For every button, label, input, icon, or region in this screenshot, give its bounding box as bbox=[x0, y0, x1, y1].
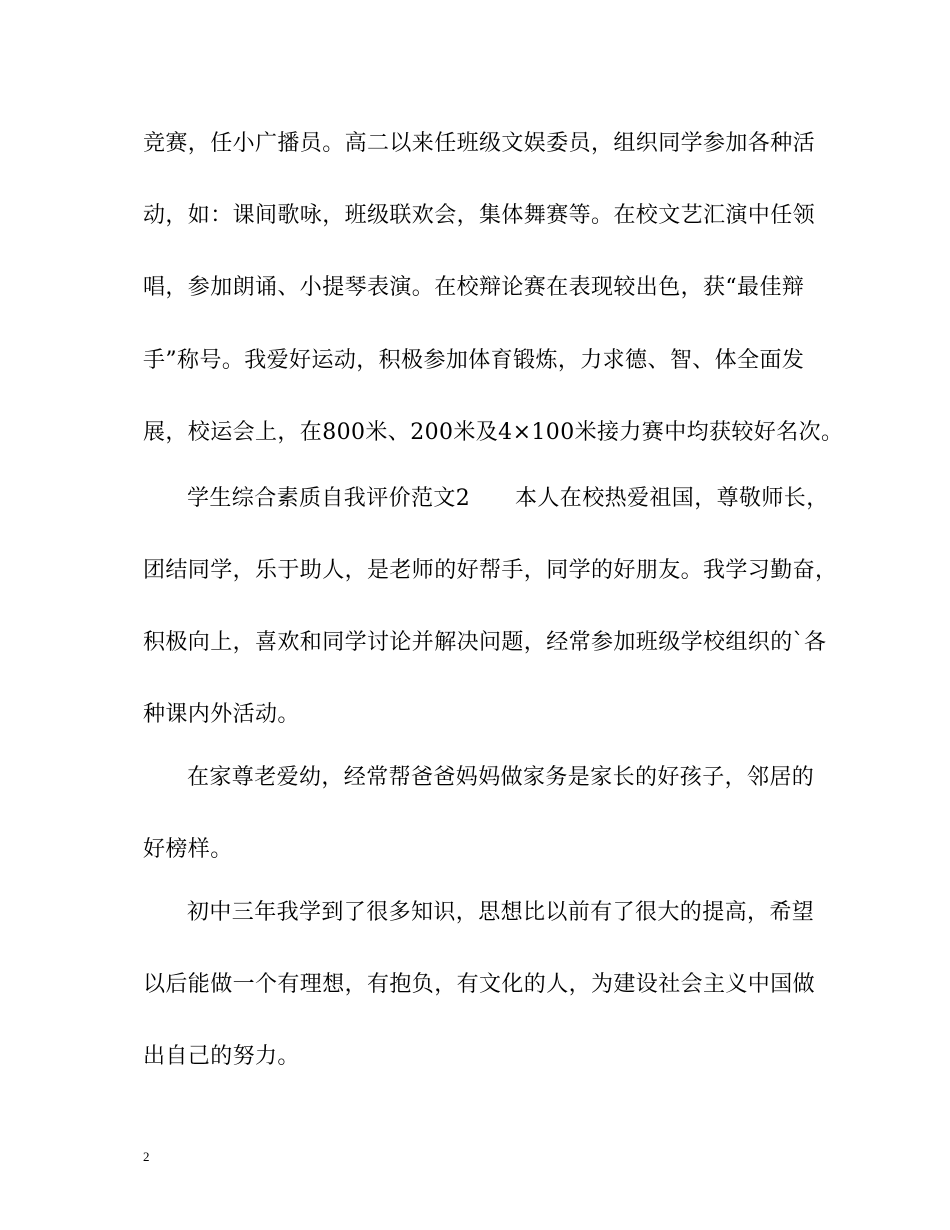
text-line: 手”称号。我爱好运动，积极参加体育锻炼，力求德、智、体全面发 bbox=[143, 348, 805, 373]
text-line: 出自己的努力。 bbox=[143, 1044, 300, 1069]
text-line: 以后能做一个有理想，有抱负，有文化的人，为建设社会主义中国做 bbox=[143, 972, 816, 997]
text-line: 积极向上，喜欢和同学讨论并解决问题，经常参加班级学校组织的`各 bbox=[143, 630, 827, 655]
text-line: 唱，参加朗诵、小提琴表演。在校辩论赛在表现较出色，获“最佳辩 bbox=[143, 275, 805, 300]
text-line: 好榜样。 bbox=[143, 837, 233, 862]
text-line: 动，如：课间歌咏，班级联欢会，集体舞赛等。在校文艺汇演中任领 bbox=[143, 203, 816, 228]
text-line: 竞赛，任小广播员。高二以来任班级文娱委员，组织同学参加各种活 bbox=[143, 131, 816, 156]
text-line: 种课内外活动。 bbox=[143, 702, 300, 727]
paragraph-start-line: 初中三年我学到了很多知识，思想比以前有了很大的提高，希望 bbox=[187, 900, 815, 925]
text-line: 展，校运会上，在800米、200米及4×100米接力赛中均获较好名次。 bbox=[143, 420, 844, 445]
page-number: 2 bbox=[143, 1149, 150, 1164]
paragraph-start-line: 在家尊老爱幼，经常帮爸爸妈妈做家务是家长的好孩子，邻居的 bbox=[187, 765, 815, 790]
text-line: 团结同学，乐于助人，是老师的好帮手，同学的好朋友。我学习勤奋， bbox=[143, 558, 838, 583]
section-heading-line: 学生综合素质自我评价范文2 本人在校热爱祖国，尊敬师长， bbox=[187, 486, 829, 511]
